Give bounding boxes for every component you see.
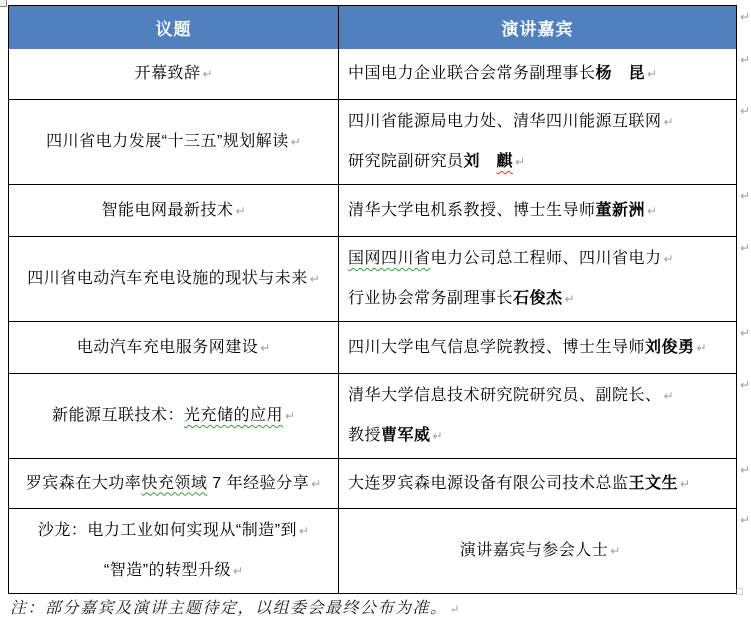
text-line <box>348 531 732 571</box>
cell-content <box>348 376 732 456</box>
speaker-cell[interactable] <box>339 49 736 99</box>
text-segment: 清华大学信息技术研究院研究员、副院长、 <box>348 387 662 404</box>
end-of-document-mark: □ <box>736 586 743 598</box>
text-line <box>348 376 732 416</box>
footnote <box>10 595 461 618</box>
paragraph-mark: ↵ <box>449 602 462 616</box>
speaker-name-text: 石俊杰 <box>513 290 563 307</box>
table-row <box>9 99 750 184</box>
paragraph-mark: ↵ <box>309 272 320 286</box>
paragraph-mark: ↵ <box>663 252 674 266</box>
topic-cell[interactable] <box>9 374 339 458</box>
end-of-row-mark: ↵ <box>739 241 750 255</box>
topic-cell[interactable] <box>9 49 339 99</box>
header-topic-label: 议题 <box>155 20 192 39</box>
paragraph-mark: ↵ <box>515 155 526 169</box>
text-line <box>15 122 332 162</box>
table-body <box>9 49 750 593</box>
paragraph-mark: ↵ <box>202 67 213 81</box>
text-segment: 清华大学电机系教授、博士生导师 <box>348 201 596 219</box>
text-segment: 快充领域 <box>141 474 208 492</box>
topic-cell[interactable] <box>9 322 339 373</box>
paragraph-mark: ↵ <box>680 476 691 491</box>
text-line <box>348 191 732 231</box>
speaker-cell[interactable] <box>339 322 736 373</box>
cell-content <box>15 511 332 591</box>
cell-content <box>348 239 732 319</box>
text-segment: 新能源互联技术： <box>51 407 184 424</box>
text-segment: 四川省能源局电力处、清华四川能源互联网 <box>348 113 662 130</box>
text-line <box>15 511 332 551</box>
text-line <box>348 54 732 94</box>
speaker-name-text: 刘俊勇 <box>645 338 695 356</box>
paragraph-mark: ↵ <box>299 524 310 538</box>
end-of-row-mark: ↵ <box>739 513 750 527</box>
text-segment: 沙龙：电力工业如何实现从“制造”到 <box>37 522 298 539</box>
end-of-row-mark: ↵ <box>739 326 750 340</box>
speaker-name-text: 刘 <box>463 153 497 170</box>
text-line <box>348 142 732 182</box>
paragraph-mark: ↵ <box>233 564 244 578</box>
speaker-name-text: 曹军威 <box>381 427 431 444</box>
table-row <box>9 321 750 373</box>
speaker-cell[interactable] <box>339 374 736 458</box>
text-line <box>15 396 332 436</box>
paragraph-mark: ↵ <box>696 340 707 355</box>
paragraph-mark: ↵ <box>564 292 575 306</box>
text-line <box>15 464 332 504</box>
text-segment: 7 年经验分享 <box>207 474 310 492</box>
cell-content <box>15 54 332 94</box>
topic-cell[interactable] <box>9 237 339 321</box>
cell-content <box>348 531 732 571</box>
text-segment: 四川大学电气信息学院教授、博士生导师 <box>348 338 646 356</box>
text-segment: “智造”的转型升级 <box>103 562 232 579</box>
cell-content <box>15 259 332 299</box>
cell-content <box>348 102 732 182</box>
paragraph-mark: ↵ <box>663 115 674 129</box>
cell-content <box>15 122 332 162</box>
text-line <box>15 259 332 299</box>
text-line <box>348 279 732 319</box>
end-of-row-mark: ↵ <box>739 53 750 67</box>
text-segment: 演讲嘉宾与参会人士 <box>459 542 609 559</box>
paragraph-mark: ↵ <box>235 203 246 218</box>
paragraph-mark: ↵ <box>432 429 443 443</box>
table-row <box>9 49 750 99</box>
text-segment: 电动汽车充电服务网建设 <box>76 338 259 356</box>
text-segment: 四川省电动汽车充电设施的现状与未来 <box>27 270 308 287</box>
cell-content <box>348 328 732 368</box>
paragraph-mark: ↵ <box>284 409 296 423</box>
paragraph-mark: ↵ <box>260 340 271 355</box>
end-of-row-mark: ↵ <box>739 10 750 24</box>
header-cell-topic <box>9 6 339 49</box>
speaker-cell[interactable] <box>339 100 736 184</box>
speaker-name-text: 麒 <box>496 153 514 170</box>
speaker-cell[interactable] <box>339 509 736 593</box>
text-line <box>15 191 332 231</box>
table-row <box>9 184 750 236</box>
text-segment: 光充储的应用 <box>183 407 283 424</box>
speaker-cell[interactable] <box>339 185 736 236</box>
paragraph-mark: ↵ <box>663 389 674 403</box>
text-segment: 四川省电力发展“十三五”规划解读 <box>46 133 289 150</box>
topic-cell[interactable] <box>9 185 339 236</box>
end-of-row-mark: ↵ <box>739 104 750 118</box>
text-line <box>15 551 332 591</box>
paragraph-mark: ↵ <box>311 476 322 491</box>
text-line <box>348 464 732 504</box>
speaker-cell[interactable] <box>339 237 736 321</box>
text-segment: 研究院副研究员 <box>348 153 464 170</box>
table-move-handle-icon[interactable] <box>0 0 7 7</box>
text-segment: 开幕致辞 <box>134 65 201 82</box>
agenda-table <box>8 5 750 594</box>
text-line <box>348 239 732 279</box>
text-segment: 大连罗宾森电源设备有限公司技术总监 <box>348 474 629 492</box>
speaker-name-text: 杨 昆 <box>595 65 646 82</box>
table-row <box>9 458 750 508</box>
end-of-row-mark: ↵ <box>739 378 750 392</box>
text-segment: 国网四川省 <box>348 250 431 267</box>
text-segment: 罗宾森在大功率 <box>25 474 142 492</box>
cell-content <box>348 464 732 504</box>
text-segment: 中国电力企业联合会常务副理事长 <box>348 65 596 82</box>
speaker-cell[interactable] <box>339 459 736 508</box>
speaker-name-text: 王文生 <box>628 474 679 492</box>
cell-content <box>15 191 332 231</box>
end-of-row-mark: ↵ <box>739 189 750 203</box>
footnote-text: 注：部分嘉宾及演讲主题待定，以组委会最终公布为准。 <box>10 600 448 617</box>
cell-content <box>15 328 332 368</box>
topic-cell[interactable] <box>9 509 339 593</box>
header-speaker-label: 演讲嘉宾 <box>501 20 574 39</box>
table-header-row <box>9 6 750 49</box>
text-line <box>15 54 332 94</box>
paragraph-mark: ↵ <box>290 135 301 149</box>
table-row <box>9 236 750 321</box>
topic-cell[interactable] <box>9 459 339 508</box>
text-line <box>348 416 732 456</box>
header-cell-speaker <box>339 6 736 49</box>
text-segment: 行业协会常务副理事长 <box>348 290 514 307</box>
end-of-row-mark: ↵ <box>739 463 750 477</box>
text-segment: 智能电网最新技术 <box>101 201 234 219</box>
table-row <box>9 508 750 593</box>
cell-content <box>348 191 732 231</box>
text-line <box>348 102 732 142</box>
table-row <box>9 373 750 458</box>
paragraph-mark: ↵ <box>610 544 621 558</box>
paragraph-mark: ↵ <box>647 203 658 218</box>
cell-content <box>15 464 332 504</box>
cell-content <box>348 54 732 94</box>
text-line <box>15 328 332 368</box>
speaker-name-text: 董新洲 <box>595 201 646 219</box>
text-line <box>348 328 732 368</box>
cell-content <box>15 396 332 436</box>
paragraph-mark: ↵ <box>647 67 658 81</box>
text-segment: 电力公司总工程师、四川省电力 <box>430 250 662 267</box>
text-segment: 教授 <box>348 427 382 444</box>
topic-cell[interactable] <box>9 100 339 184</box>
